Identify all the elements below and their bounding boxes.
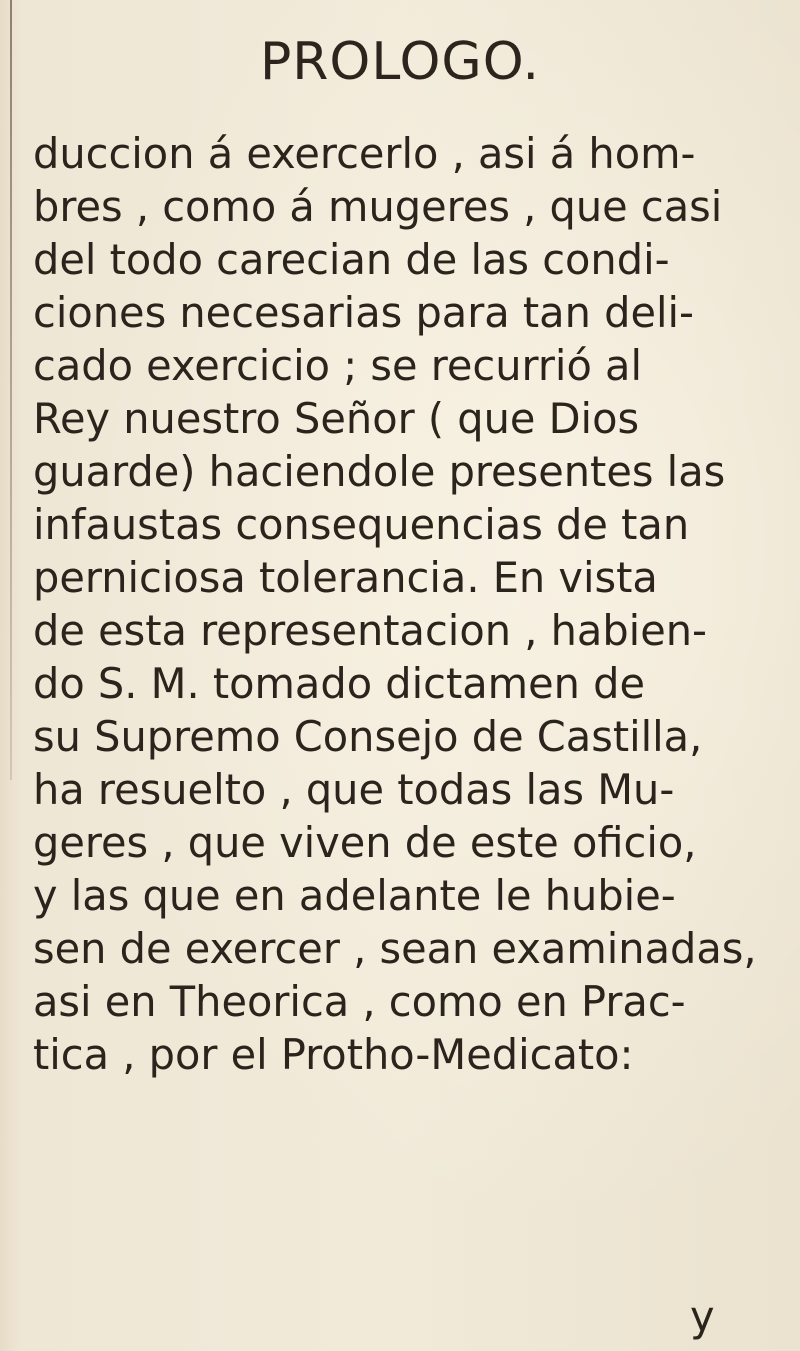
text-line: del todo carecian de las condi- (33, 235, 670, 284)
text-line: do S. M. tomado dictamen de (33, 659, 646, 708)
text-line: infaustas consequencias de tan (33, 500, 690, 549)
text-line: guarde) haciendole presentes las (33, 447, 726, 496)
text-line: su Supremo Consejo de Castilla, (33, 712, 703, 761)
text-line: ciones necesarias para tan deli- (33, 288, 695, 337)
text-line: asi en Theorica , como en Prac- (33, 977, 686, 1026)
body-text (33, 127, 773, 1081)
text-line: bres , como á mugeres , que casi (33, 182, 723, 231)
page-header-title: PROLOGO. (259, 32, 541, 92)
text-line: sen de exercer , sean examinadas, (33, 924, 757, 973)
text-line: duccion á exercerlo , asi á hom- (33, 129, 696, 178)
text-line: de esta representacion , habien- (33, 606, 708, 655)
text-line: tica , por el Protho-Medicato: (33, 1030, 634, 1079)
text-line: geres , que viven de este oficio, (33, 818, 697, 867)
catchword: y (690, 1292, 715, 1341)
text-line: y las que en adelante le hubie- (33, 871, 676, 920)
text-line: cado exercicio ; se recurrió al (33, 341, 643, 390)
page-binding-edge (10, 0, 12, 780)
text-line: ha resuelto , que todas las Mu- (33, 765, 675, 814)
text-line: Rey nuestro Señor ( que Dios (33, 394, 640, 443)
text-line: perniciosa tolerancia. En vista (33, 553, 658, 602)
